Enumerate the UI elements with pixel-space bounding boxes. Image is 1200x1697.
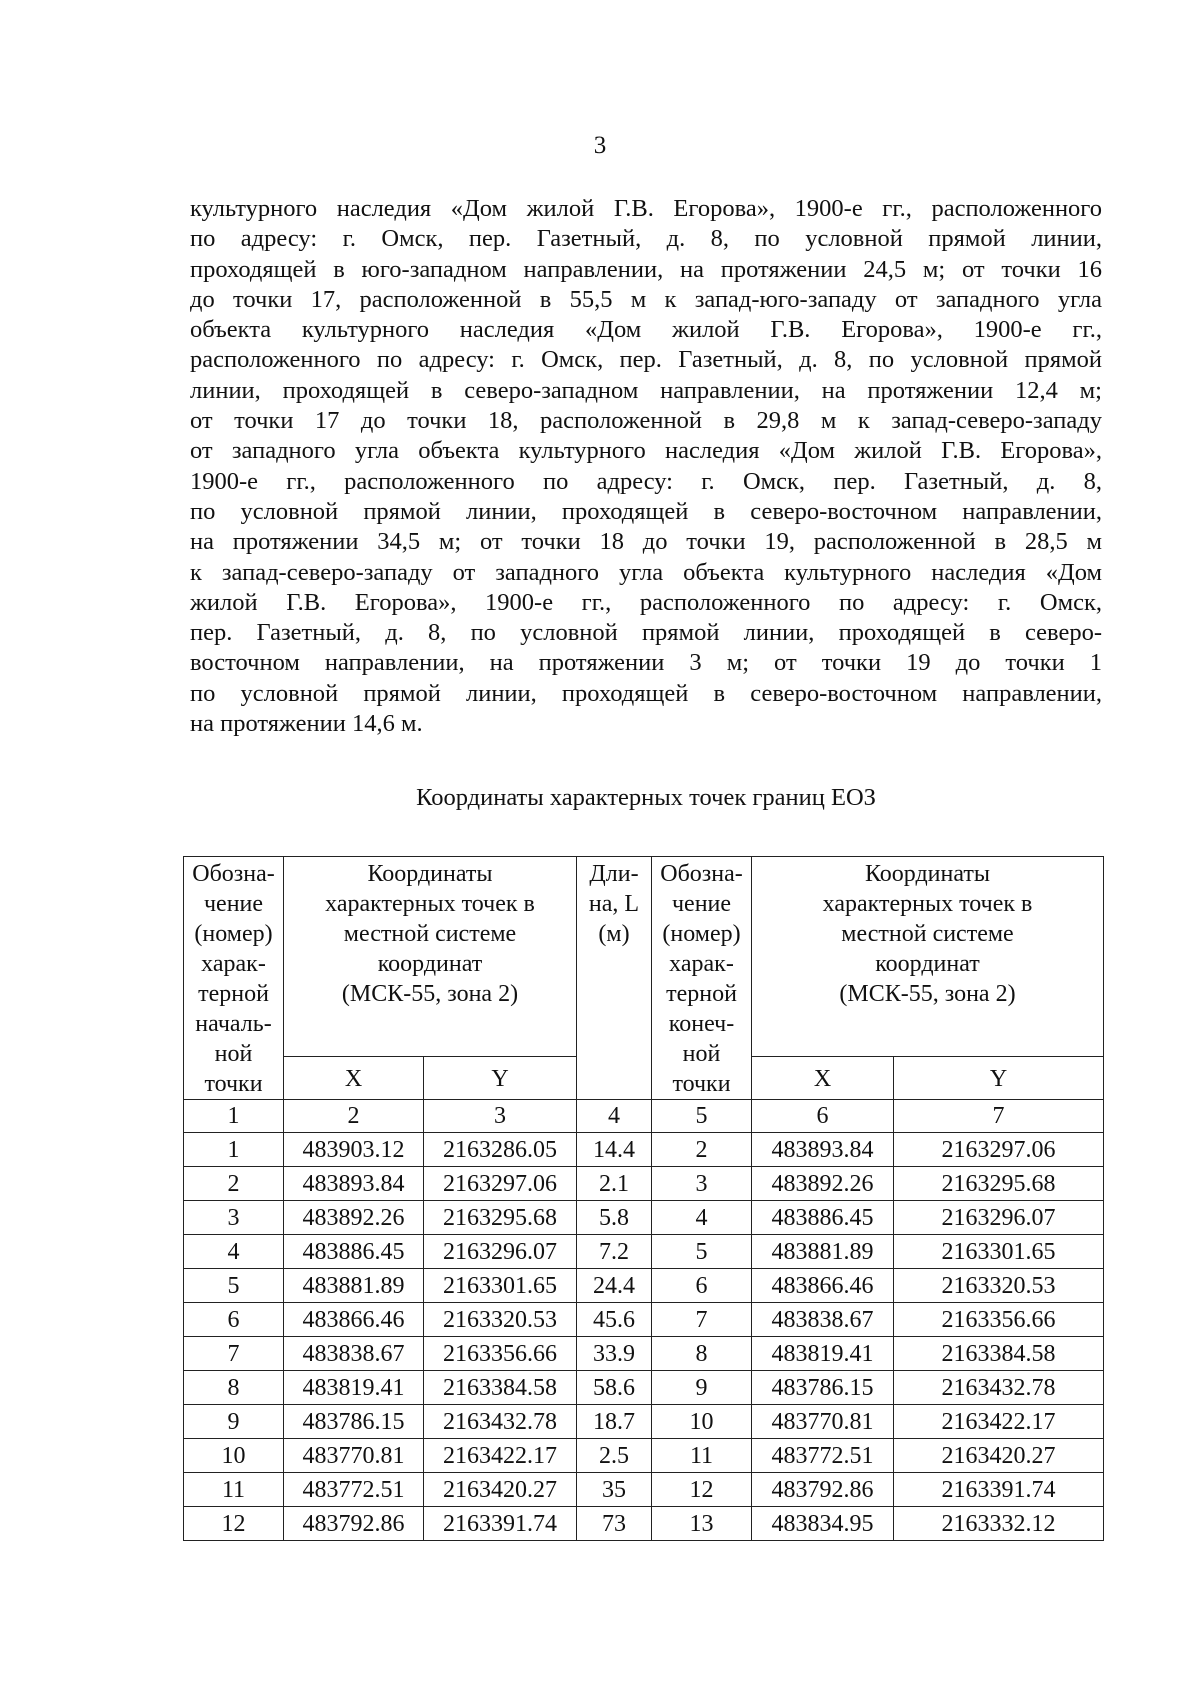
text-line: восточном направлении, на протяжении 3 м; от точки 19 до точки 1 xyxy=(190,649,1102,677)
text-line: по условной прямой линии, проходящей в северо-восточном направлении, xyxy=(190,679,1102,707)
table-cell: 2163391.74 xyxy=(424,1507,577,1541)
header-end-point xyxy=(652,857,752,1100)
table-cell: 483903.12 xyxy=(284,1133,424,1167)
column-number-cell: 5 xyxy=(652,1100,752,1133)
table-cell: 2163295.68 xyxy=(894,1167,1104,1201)
header-line: чение xyxy=(203,891,264,917)
table-cell: 483834.95 xyxy=(752,1507,894,1541)
table-cell: 2163384.58 xyxy=(424,1371,577,1405)
table-cell: 8 xyxy=(184,1371,284,1405)
table-row xyxy=(184,1303,1104,1337)
table-cell: 2163420.27 xyxy=(894,1439,1104,1473)
table-body xyxy=(184,1100,1104,1541)
header-line: Координаты xyxy=(367,861,493,887)
text-line: линии, проходящей в северо-западном направлении, на протяжении 12,4 м; xyxy=(190,376,1102,404)
table-cell: 483881.89 xyxy=(284,1269,424,1303)
header-line: Обозна- xyxy=(660,861,743,887)
header-start-point xyxy=(184,857,284,1100)
table-cell: 2163332.12 xyxy=(894,1507,1104,1541)
body-paragraph xyxy=(190,194,1102,739)
text-line: пер. Газетный, д. 8, по условной прямой линии, проходящей в северо- xyxy=(190,619,1102,647)
column-number-cell: 4 xyxy=(577,1100,652,1133)
table-cell: 483770.81 xyxy=(752,1405,894,1439)
table-row xyxy=(184,1235,1104,1269)
table-cell: 483786.15 xyxy=(752,1371,894,1405)
table-cell: 483792.86 xyxy=(752,1473,894,1507)
text-line: объекта культурного наследия «Дом жилой Г.В. Егорова», 1900-е гг., xyxy=(190,316,1102,344)
table-cell: 2163432.78 xyxy=(424,1405,577,1439)
table-cell: 2 xyxy=(652,1133,752,1167)
header-line: ной xyxy=(682,1041,721,1067)
table-header-row xyxy=(184,857,1104,1057)
table-row xyxy=(184,1473,1104,1507)
table-cell: 14.4 xyxy=(577,1133,652,1167)
table-cell: 483819.41 xyxy=(284,1371,424,1405)
table-cell: 33.9 xyxy=(577,1337,652,1371)
table-cell: 2163301.65 xyxy=(894,1235,1104,1269)
header-line: на, L xyxy=(588,891,640,917)
header-line: харак- xyxy=(201,951,266,977)
header-line: конеч- xyxy=(668,1011,735,1037)
table-cell: 2163356.66 xyxy=(894,1303,1104,1337)
text-line: жилой Г.В. Егорова», 1900-е гг., расположенного по адресу: г. Омск, xyxy=(190,588,1102,616)
table-cell: 1 xyxy=(184,1133,284,1167)
table-cell: 2163297.06 xyxy=(894,1133,1104,1167)
table-cell: 483792.86 xyxy=(284,1507,424,1541)
table-cell: 483886.45 xyxy=(752,1201,894,1235)
table-cell: 2163295.68 xyxy=(424,1201,577,1235)
table-cell: 483772.51 xyxy=(284,1473,424,1507)
table-cell: 483886.45 xyxy=(284,1235,424,1269)
table-cell: 45.6 xyxy=(577,1303,652,1337)
table-row xyxy=(184,1405,1104,1439)
header-line: точки xyxy=(672,1071,731,1097)
page-number: 3 xyxy=(593,132,607,159)
column-number-cell: 2 xyxy=(284,1100,424,1133)
column-number-row xyxy=(184,1100,1104,1133)
header-line: ной xyxy=(214,1041,253,1067)
table-row xyxy=(184,1167,1104,1201)
header-line: местной системе xyxy=(841,921,1014,947)
table-cell: 3 xyxy=(652,1167,752,1201)
header-line: местной системе xyxy=(343,921,517,947)
header-line: (МСК-55, зона 2) xyxy=(839,981,1016,1007)
table-row xyxy=(184,1507,1104,1541)
header-line: (МСК-55, зона 2) xyxy=(341,981,519,1007)
table-cell: 4 xyxy=(652,1201,752,1235)
table-cell: 9 xyxy=(652,1371,752,1405)
table-cell: 483892.26 xyxy=(284,1201,424,1235)
text-line: от точки 17 до точки 18, расположенной в 29,8 м к запад-северо-западу xyxy=(190,407,1102,435)
header-end-coordinates xyxy=(752,857,1104,1057)
table-cell: 4 xyxy=(184,1235,284,1269)
table-cell: 12 xyxy=(184,1507,284,1541)
header-line: координат xyxy=(875,951,980,977)
table-cell: 2163301.65 xyxy=(424,1269,577,1303)
table-cell: 6 xyxy=(652,1269,752,1303)
table-cell: 12 xyxy=(652,1473,752,1507)
table-cell: 483770.81 xyxy=(284,1439,424,1473)
table-cell: 483892.26 xyxy=(752,1167,894,1201)
table-cell: 483881.89 xyxy=(752,1235,894,1269)
text-line: по адресу: г. Омск, пер. Газетный, д. 8, по условной прямой линии, xyxy=(190,225,1102,253)
table-cell: 7 xyxy=(184,1337,284,1371)
table-cell: 9 xyxy=(184,1405,284,1439)
header-line: началь- xyxy=(195,1011,272,1037)
table-cell: 2163422.17 xyxy=(424,1439,577,1473)
text-line: на протяжении 14,6 м. xyxy=(190,710,423,738)
table-cell: 11 xyxy=(652,1439,752,1473)
header-line: (м) xyxy=(598,921,630,947)
table-cell: 483838.67 xyxy=(284,1337,424,1371)
table-cell: 483819.41 xyxy=(752,1337,894,1371)
table-cell: 483866.46 xyxy=(752,1269,894,1303)
table-cell: 2163391.74 xyxy=(894,1473,1104,1507)
table-cell: 2163286.05 xyxy=(424,1133,577,1167)
table-cell: 7 xyxy=(652,1303,752,1337)
table-cell: 483786.15 xyxy=(284,1405,424,1439)
table-row xyxy=(184,1439,1104,1473)
table-cell: 2163296.07 xyxy=(424,1235,577,1269)
header-line: харак- xyxy=(669,951,734,977)
header-line: чение xyxy=(671,891,732,917)
table-cell: 6 xyxy=(184,1303,284,1337)
table-cell: 2 xyxy=(184,1167,284,1201)
text-line: от западного угла объекта культурного наследия «Дом жилой Г.В. Егорова», xyxy=(190,437,1102,465)
table-cell: 2163296.07 xyxy=(894,1201,1104,1235)
table-cell: 2163297.06 xyxy=(424,1167,577,1201)
table-cell: 10 xyxy=(652,1405,752,1439)
header-line: (номер) xyxy=(194,921,273,947)
header-line: характерных точек в xyxy=(822,891,1033,917)
header-x: X xyxy=(752,1056,894,1099)
table-cell: 13 xyxy=(652,1507,752,1541)
table-cell: 2.5 xyxy=(577,1439,652,1473)
header-line: терной xyxy=(666,981,737,1007)
coordinates-table xyxy=(183,856,1104,1541)
table-row xyxy=(184,1371,1104,1405)
header-length xyxy=(577,857,652,1100)
header-start-coordinates xyxy=(284,857,577,1057)
column-number-cell: 3 xyxy=(424,1100,577,1133)
column-number-cell: 7 xyxy=(894,1100,1104,1133)
header-line: точки xyxy=(204,1071,263,1097)
table-cell: 73 xyxy=(577,1507,652,1541)
table-cell: 35 xyxy=(577,1473,652,1507)
table-cell: 5.8 xyxy=(577,1201,652,1235)
table-cell: 3 xyxy=(184,1201,284,1235)
table-cell: 483866.46 xyxy=(284,1303,424,1337)
table-row xyxy=(184,1337,1104,1371)
table-row xyxy=(184,1201,1104,1235)
table-cell: 2163422.17 xyxy=(894,1405,1104,1439)
table-cell: 5 xyxy=(184,1269,284,1303)
table-cell: 483772.51 xyxy=(752,1439,894,1473)
text-line: на протяжении 34,5 м; от точки 18 до точки 19, расположенной в 28,5 м xyxy=(190,528,1102,556)
table-cell: 58.6 xyxy=(577,1371,652,1405)
text-line: расположенного по адресу: г. Омск, пер. Газетный, д. 8, по условной прямой xyxy=(190,346,1102,374)
table-row xyxy=(184,1269,1104,1303)
table-cell: 10 xyxy=(184,1439,284,1473)
text-line: до точки 17, расположенной в 55,5 м к запад-юго-западу от западного угла xyxy=(190,285,1102,313)
header-y: Y xyxy=(424,1056,577,1099)
text-line: 1900-е гг., расположенного по адресу: г. Омск, пер. Газетный, д. 8, xyxy=(190,467,1102,495)
table-cell: 7.2 xyxy=(577,1235,652,1269)
table-cell: 11 xyxy=(184,1473,284,1507)
table-cell: 2163320.53 xyxy=(424,1303,577,1337)
column-number-cell: 1 xyxy=(184,1100,284,1133)
text-line: проходящей в юго-западном направлении, на протяжении 24,5 м; от точки 16 xyxy=(190,255,1102,283)
header-line: Обозна- xyxy=(192,861,275,887)
header-x: X xyxy=(284,1056,424,1099)
header-line: характерных точек в xyxy=(325,891,535,917)
table-cell: 483893.84 xyxy=(284,1167,424,1201)
table-cell: 483838.67 xyxy=(752,1303,894,1337)
header-line: Дли- xyxy=(589,861,639,887)
header-line: Координаты xyxy=(864,861,991,887)
table-cell: 18.7 xyxy=(577,1405,652,1439)
header-line: терной xyxy=(198,981,269,1007)
table-cell: 2163320.53 xyxy=(894,1269,1104,1303)
table-cell: 24.4 xyxy=(577,1269,652,1303)
table-cell: 2163384.58 xyxy=(894,1337,1104,1371)
table-cell: 2.1 xyxy=(577,1167,652,1201)
table-cell: 5 xyxy=(652,1235,752,1269)
table-cell: 2163356.66 xyxy=(424,1337,577,1371)
text-line: культурного наследия «Дом жилой Г.В. Егорова», 1900-е гг., расположенного xyxy=(190,195,1102,222)
table-cell: 2163420.27 xyxy=(424,1473,577,1507)
header-y: Y xyxy=(894,1056,1104,1099)
text-line: по условной прямой линии, проходящей в северо-восточном направлении, xyxy=(190,497,1102,525)
table-cell: 8 xyxy=(652,1337,752,1371)
text-line: к запад-северо-западу от западного угла объекта культурного наследия «Дом xyxy=(190,558,1102,586)
table-cell: 2163432.78 xyxy=(894,1371,1104,1405)
header-line: (номер) xyxy=(662,921,741,947)
table-caption: Координаты характерных точек границ ЕОЗ xyxy=(416,784,876,811)
header-line: координат xyxy=(377,951,483,977)
table-cell: 483893.84 xyxy=(752,1133,894,1167)
column-number-cell: 6 xyxy=(752,1100,894,1133)
table-row xyxy=(184,1133,1104,1167)
